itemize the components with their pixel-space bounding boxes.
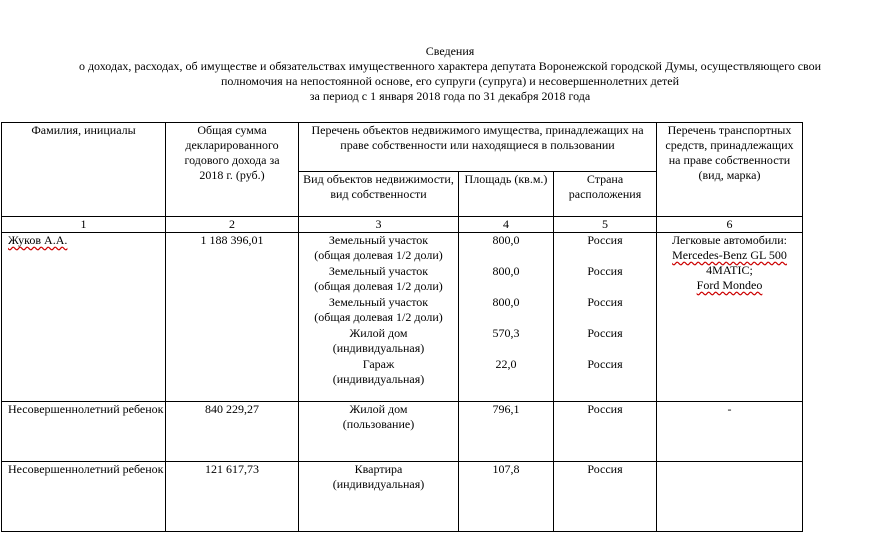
property-ownership: (общая долевая 1/2 доли) [314,279,443,293]
property-country-text: Россия [587,402,623,416]
person-name [2,233,166,402]
property-area: 570,3 [492,326,520,340]
property-area [459,402,554,462]
property-item [299,462,458,492]
vehicle-heading: Легковые автомобили: [672,233,787,247]
property-ownership: (индивидуальная) [332,372,425,386]
property-ownership: (индивидуальная) [332,477,425,491]
property-item [299,264,458,294]
property-item [299,295,458,325]
property-countries [554,233,657,402]
person-income [166,402,299,462]
vehicle-list [657,402,803,462]
property-type: Земельный участок [328,264,429,278]
vehicle-item: 4MATIC; [706,263,753,277]
property-area: 800,0 [492,295,520,309]
vehicle-item: Ford Mondeo [696,278,763,292]
property-country [554,402,657,462]
column-number: 2 [166,217,299,233]
person-income-text: 840 229,27 [205,402,259,416]
property-country: Россия [587,295,623,309]
property-areas [459,233,554,402]
property-ownership: (общая долевая 1/2 доли) [314,310,443,324]
header-line-4: за период с 1 января 2018 года по 31 декабря 2018 года [309,89,591,103]
header-name [2,123,166,217]
header-income [166,123,299,217]
property-ownership: (общая долевая 1/2 доли) [314,248,443,262]
person-name-text: Жуков А.А. [8,233,68,247]
table-row [2,402,803,462]
property-item [299,326,458,356]
column-number: 4 [459,217,554,233]
header-name-text: Фамилия, инициалы [31,123,136,137]
table-row [2,462,803,532]
property-area-text: 107,8 [492,462,520,476]
property-list [299,402,459,462]
header-vehicles [657,123,803,217]
person-income [166,233,299,402]
header-line-2: о доходах, расходах, об имуществе и обязательствах имущественного характера депутата Воронежской городской Думы, осуществляющего свои [78,59,822,73]
property-list [299,233,459,402]
header-property-type [299,172,459,217]
vehicle-item: - [727,402,732,416]
header-line-3: полномочия на непостоянной основе, его супруги (супруга) и несовершеннолетних детей [220,74,680,88]
person-name-text: Несовершеннолетний ребенок [8,402,164,416]
person-name [2,402,166,462]
header-country-text: Страна расположения [568,172,642,201]
property-type: Гараж [362,357,395,371]
header-income-text: Общая сумма декларированного годового дохода за 2018 г. (руб.) [184,123,280,182]
column-number: 6 [657,217,803,233]
column-number: 3 [299,217,459,233]
person-name [2,462,166,532]
property-item [299,402,458,432]
property-type: Квартира [354,462,403,476]
header-property-type-text: Вид объектов недвижимости, вид собственности [303,172,454,201]
property-area: 22,0 [495,357,517,371]
column-number: 5 [554,217,657,233]
property-list [299,462,459,532]
property-area [459,462,554,532]
document-header [0,44,871,104]
property-area: 800,0 [492,264,520,278]
header-vehicles-text: Перечень транспортных средств, принадлежащих на праве собственности (вид, марка) [665,123,794,182]
property-item [299,357,458,387]
person-income-text: 121 617,73 [205,462,259,476]
property-type: Земельный участок [328,295,429,309]
column-number: 1 [2,217,166,233]
vehicle-list [657,462,803,532]
disclosure-table [1,122,803,532]
column-number-row [2,217,803,233]
property-country: Россия [587,357,623,371]
property-type: Земельный участок [328,233,429,247]
header-area [459,172,554,217]
property-area: 800,0 [492,233,520,247]
property-country: Россия [587,264,623,278]
property-type: Жилой дом [349,402,408,416]
property-area-text: 796,1 [492,402,520,416]
vehicle-item: Mercedes-Benz GL 500 [672,248,787,262]
property-country-text: Россия [587,462,623,476]
person-name-text: Несовершеннолетний ребенок [8,462,164,476]
header-title: Сведения [425,44,475,58]
header-property-group-text: Перечень объектов недвижимого имущества, принадлежащих на праве собственности или находящиеся в пользовании [311,123,644,152]
table-row [2,233,803,402]
property-type: Жилой дом [349,326,408,340]
header-country [554,172,657,217]
property-ownership: (пользование) [342,417,415,431]
property-country: Россия [587,233,623,247]
property-ownership: (индивидуальная) [332,341,425,355]
property-country: Россия [587,326,623,340]
property-country [554,462,657,532]
vehicle-list [657,233,803,402]
header-area-text: Площадь (кв.м.) [464,172,548,186]
property-item [299,233,458,263]
person-income-text: 1 188 396,01 [200,233,264,247]
header-property-group [299,123,657,172]
person-income [166,462,299,532]
